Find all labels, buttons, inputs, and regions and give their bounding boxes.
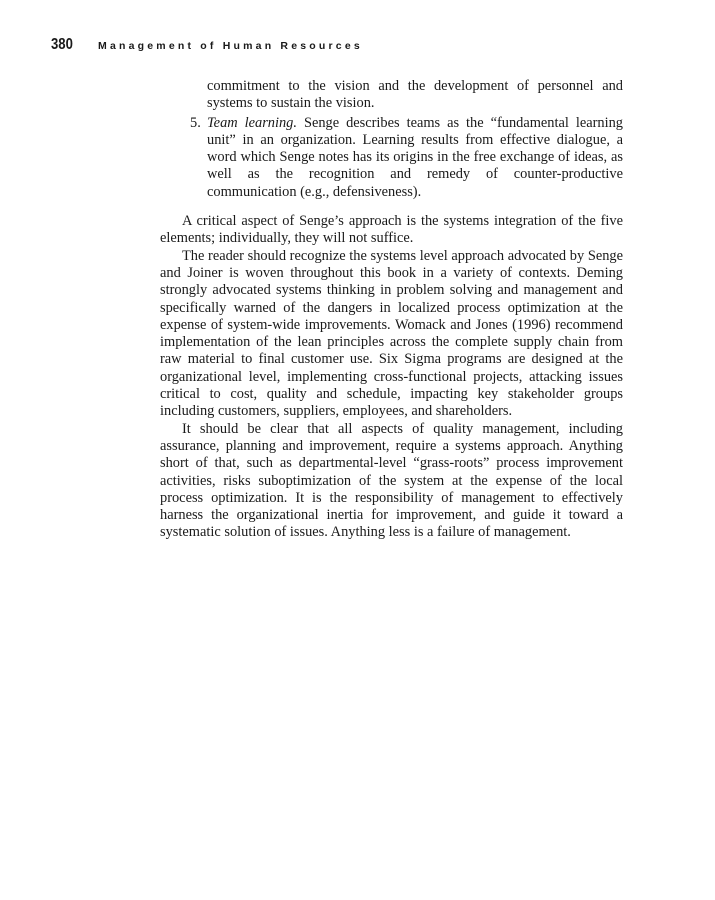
running-head [51, 36, 363, 58]
list-item-term: Team learning. [207, 114, 297, 131]
list-item-text: Senge describes teams as the “fundamental learning unit” in an organization. Learning results from effective dialogue, a word which Senge notes has its origins in the free exchange of ideas, as well as the recognition and remedy of counter-productive communication (e.g., defensiveness). [207, 114, 623, 200]
list-continuation-text: commitment to the vision and the development of personnel and systems to sustain the vision. [207, 78, 623, 112]
list-item-body [207, 115, 623, 201]
book-title: Management of Human Resources [98, 40, 363, 52]
paragraph-1: A critical aspect of Senge’s approach is the systems integration of the five elements; individually, they will not suffice. [160, 213, 623, 247]
list-item-number: 5. [190, 114, 201, 131]
page-body [160, 78, 623, 542]
paragraph-2: The reader should recognize the systems level approach advocated by Senge and Joiner is woven throughout this book in a variety of contexts. Deming strongly advocated systems thinking in problem solving and management and specifically warned of the dangers in localized process optimization at the expense of system-wide improvements. Womack and Jones (1996) recommend implementation of the lean principles across the complete supply chain from raw material to final customer use. Six Sigma programs are designed at the organizational level, implementing cross-functional projects, attacking issues critical to cost, quality and schedule, impacting key stakeholder groups including customers, suppliers, employees, and shareholders. [160, 247, 623, 420]
paragraph-3: It should be clear that all aspects of quality management, including assurance, planning and improvement, require a systems approach. Anything short of that, such as departmental-level “grass-roots” process improvement activities, risks suboptimization of the system at the expense of the local process optimization. It is the responsibility of management to effectively harness the organizational inertia for improvement, and guide it toward a systematic solution of issues. Anything less is a failure of management. [160, 420, 623, 541]
list-item-team-learning [190, 114, 623, 201]
page-number: 380 [51, 36, 73, 53]
